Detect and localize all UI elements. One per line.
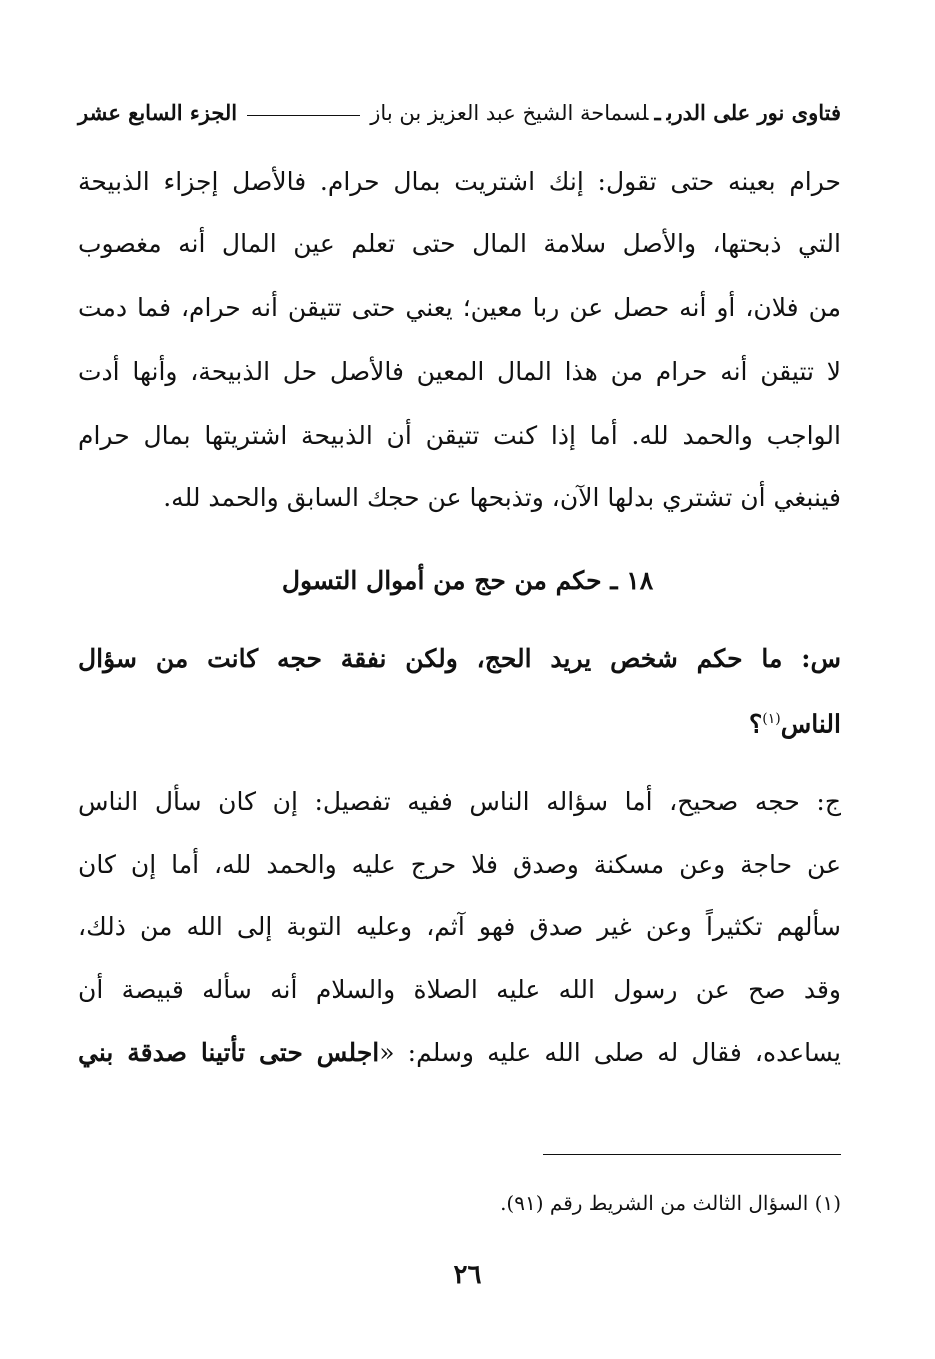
page-number: ٢٦ — [453, 1260, 482, 1290]
paragraph-line: فينبغي أن تشتري بدلها الآن، وتذبحها عن حجك السابق والحمد لله. — [163, 483, 841, 512]
question-line — [78, 699, 841, 739]
answer-line: سألهم تكثيراً وعن غير صدق فهو آثم، وعليه التوبة إلى الله من ذلك، — [78, 912, 841, 941]
answer-plain: يساعده، فقال له صلى الله عليه وسلم: « — [379, 1038, 841, 1067]
question-line: س: ما حكم شخص يريد الحج، ولكن نفقة حجه كانت من سؤال — [78, 644, 841, 673]
answer-line — [78, 1033, 841, 1073]
answer-line: ج: حجه صحيح، أما سؤاله الناس ففيه تفصيل: إن كان سأل الناس — [78, 787, 841, 816]
answer-line: عن حاجة وعن مسكنة وصدق فلا حرج عليه والحمد لله، أما إن كان — [78, 850, 841, 879]
author-name: لسماحة الشيخ عبد العزيز بن باز — [370, 100, 649, 125]
question-mark: ؟ — [749, 709, 763, 739]
header-rule — [247, 115, 360, 116]
running-header — [78, 92, 841, 132]
book-title: فتاوى نور على الدرب — [666, 99, 841, 125]
paragraph-line: حرام بعينه حتى تقول: إنك اشتريت بمال حرام. فالأصل إجزاء الذبيحة — [78, 167, 841, 196]
answer-line: وقد صح عن رسول الله عليه الصلاة والسلام أنه سأله قبيصة أن — [78, 975, 841, 1004]
question-word: الناس — [780, 709, 841, 739]
volume-part: الجزء السابع عشر — [78, 99, 238, 125]
footnote: (١) السؤال الثالث من الشريط رقم (٩١). — [500, 1191, 841, 1215]
paragraph-line: الواجب والحمد لله. أما إذا كنت تتيقن أن الذبيحة اشتريتها بمال حرام — [78, 421, 841, 450]
section-title: ١٨ ـ حكم من حج من أموال التسول — [281, 566, 654, 595]
hadith-quote: اجلس حتى تأتينا صدقة بني — [78, 1038, 380, 1067]
paragraph-line: لا تتيقن أنه حرام من هذا المال المعين فالأصل حل الذبيحة، وأنها أدت — [78, 357, 841, 386]
header-left-group — [370, 100, 841, 125]
header-dash: ـ — [654, 99, 661, 125]
paragraph-line: من فلان، أو أنه حصل عن ربا معين؛ يعني حتى تتيقن أنه حرام، فما دمت — [78, 293, 841, 322]
footnote-separator — [543, 1154, 841, 1155]
footnote-reference: (١) — [762, 711, 781, 727]
paragraph-line: التي ذبحتها، والأصل سلامة المال حتى تعلم عين المال أنه مغصوب — [78, 229, 841, 258]
